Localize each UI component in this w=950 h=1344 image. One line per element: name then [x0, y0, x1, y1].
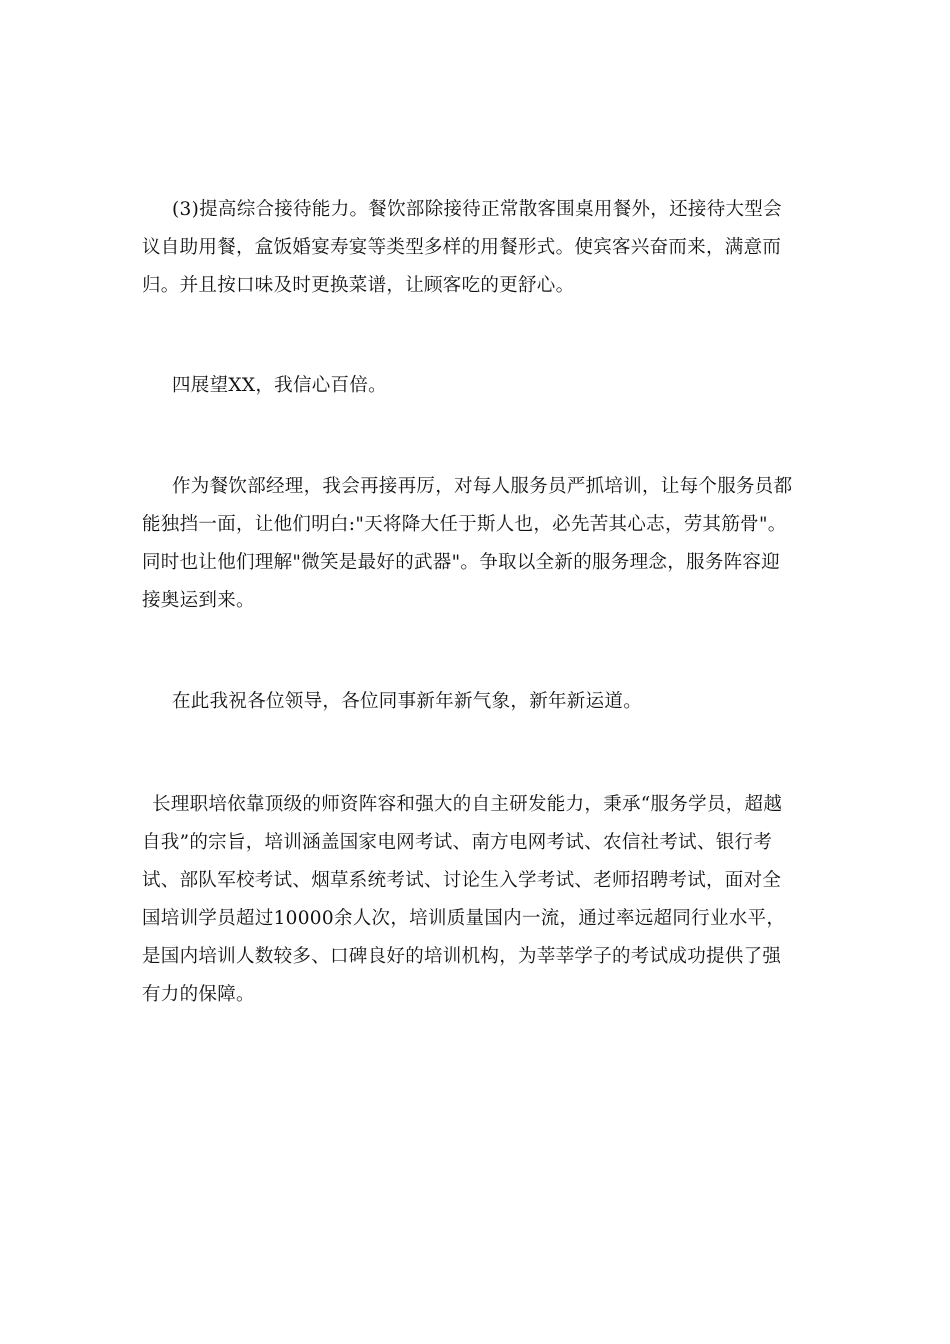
text-line: 议自助用餐，盒饭婚宴寿宴等类型多样的用餐形式。使宾客兴奋而来，满意而	[142, 237, 782, 258]
paragraph-training-institution	[142, 786, 810, 1014]
text-line: 在此我祝各位领导，各位同事新年新气象，新年新运道。	[172, 691, 643, 712]
text-line: 作为餐饮部经理，我会再接再厉，对每人服务员严抓培训，让每个服务员都	[172, 476, 793, 497]
text-line: 能独挡一面，让他们明白:"天将降大任于斯人也，必先苦其心志，劳其筋骨"。	[142, 514, 787, 535]
paragraph-manager-commitment	[142, 468, 810, 620]
text-line: (3)提高综合接待能力。餐饮部除接待正常散客围桌用餐外，还接待大型会	[172, 199, 782, 220]
text-line: 同时也让他们理解"微笑是最好的武器"。争取以全新的服务理念，服务阵容迎	[142, 552, 781, 573]
text-line: 归。并且按口味及时更换菜谱，让顾客吃的更舒心。	[142, 275, 575, 296]
text-line: 自我”的宗旨，培训涵盖国家电网考试、南方电网考试、农信社考试、银行考	[142, 832, 773, 853]
text-line: 是国内培训人数较多、口碑良好的培训机构，为莘莘学子的考试成功提供了强	[142, 946, 782, 967]
text-line: 有力的保障。	[142, 984, 255, 1005]
text-line: 四展望XX，我信心百倍。	[172, 375, 387, 396]
paragraph-new-year-wishes	[142, 683, 810, 721]
text-line: 接奥运到来。	[142, 590, 255, 611]
paragraph-reception-capability	[142, 191, 810, 305]
paragraph-outlook	[142, 367, 810, 405]
text-line: 国培训学员超过10000余人次，培训质量国内一流，通过率远超同行业水平，	[142, 908, 786, 929]
text-line: 长理职培依靠顶级的师资阵容和强大的自主研发能力，秉承“服务学员，超越	[152, 794, 783, 815]
text-line: 试、部队军校考试、烟草系统考试、讨论生入学考试、老师招聘考试，面对全	[142, 870, 782, 891]
